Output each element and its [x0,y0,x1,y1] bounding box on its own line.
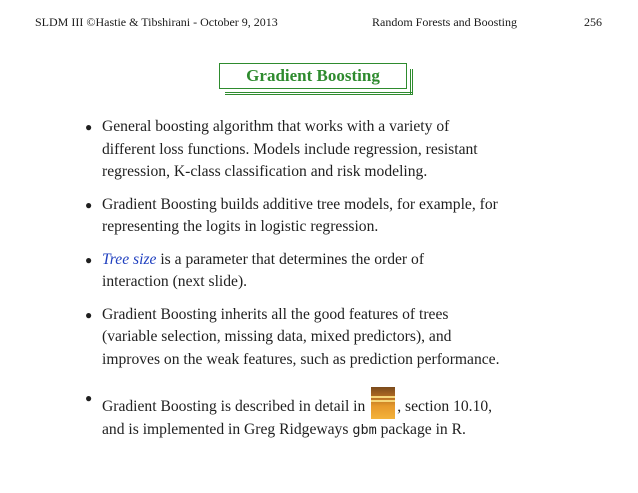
header-course-info: SLDM III ©Hastie & Tibshirani - October 9, 2013 [35,15,278,29]
bullet-item [85,249,585,294]
bullet-dot-icon: ● [85,252,93,267]
bullet-dot-icon: ● [85,120,93,134]
bullet-line: representing the logits in logistic regression. [102,218,379,235]
bullet-line: Gradient Boosting inherits all the good features of trees [102,305,449,323]
bullet-line: improves on the weak features, such as prediction performance. [102,350,500,368]
title-shadow-line [225,94,413,95]
bullet-line: is a parameter that determines the order of [156,250,425,268]
bullet-line: General boosting algorithm that works with a variety of [102,118,450,135]
bullet-line: and is implemented in Greg Ridgeways [102,421,353,438]
bullet-line: (variable selection, missing data, mixed predictors), and [102,328,452,345]
bullet-item [85,304,585,372]
bullet-item [85,387,585,442]
header-page-number: 256 [584,15,602,29]
bullet-list [85,116,585,442]
slide-title: Gradient Boosting [219,63,407,89]
slide-header [0,15,638,35]
bullet-item [85,116,585,184]
bullet-line: package in R. [376,421,466,438]
bullet-dot-icon: ● [85,307,93,322]
bullet-line: Gradient Boosting builds additive tree models, for example, for [102,195,498,213]
emphasis-term: Tree size [102,250,157,268]
bullet-dot-icon: ● [85,197,93,212]
title-shadow-line [225,92,413,93]
bullet-line: different loss functions. Models include regression, resistant [102,140,478,158]
bullet-dot-icon: ● [85,391,93,405]
bullet-line: Gradient Boosting is described in detail in [102,398,370,415]
header-section-title: Random Forests and Boosting [372,15,518,29]
bullet-line: regression, K-class classification and risk modeling. [102,163,428,180]
book-cover-icon [371,387,395,419]
bullet-line: interaction (next slide). [102,273,248,290]
code-term: gbm [352,422,377,438]
bullet-item [85,194,585,239]
bullet-line: , section 10.10, [397,398,493,415]
slide-title-frame [219,63,413,94]
